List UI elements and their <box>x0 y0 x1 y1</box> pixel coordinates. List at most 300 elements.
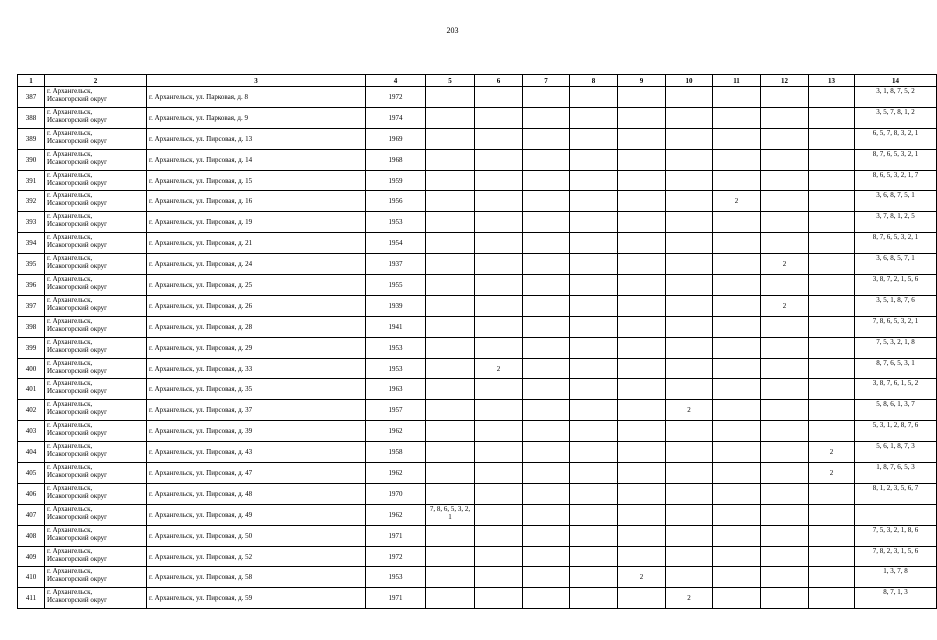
row-number-cell: 404 <box>18 442 45 463</box>
address-cell: г. Архангельск, ул. Пирсовая, д. 33 <box>147 358 366 379</box>
value-cell-c14: 3, 1, 8, 7, 5, 2 <box>855 87 937 108</box>
value-cell-c14: 8, 7, 1, 3 <box>855 588 937 609</box>
value-cell-c9 <box>618 483 666 504</box>
table-row <box>18 525 937 546</box>
year-cell: 1953 <box>366 567 426 588</box>
district-cell <box>45 295 147 316</box>
row-number-cell: 398 <box>18 316 45 337</box>
value-cell-c7 <box>523 525 570 546</box>
district-line: Исакогорский округ <box>47 283 108 292</box>
value-cell-c10 <box>666 295 713 316</box>
value-cell-c6 <box>475 400 523 421</box>
district-cell <box>45 316 147 337</box>
value-cell-c6 <box>475 107 523 128</box>
value-cell-c7 <box>523 170 570 191</box>
value-cell-c12 <box>761 191 809 212</box>
address-cell: г. Архангельск, ул. Пирсовая, д. 43 <box>147 442 366 463</box>
district-line: Исакогорский округ <box>47 220 108 229</box>
value-cell-c12 <box>761 149 809 170</box>
column-header: 4 <box>366 75 426 87</box>
value-cell-c8 <box>570 233 618 254</box>
value-cell-c8 <box>570 337 618 358</box>
value-cell-c14: 7, 5, 3, 2, 1, 8 <box>855 337 937 358</box>
value-cell-c10 <box>666 149 713 170</box>
value-cell-c6 <box>475 316 523 337</box>
district-cell <box>45 128 147 149</box>
year-cell: 1953 <box>366 358 426 379</box>
table-row <box>18 212 937 233</box>
value-cell-c11 <box>713 588 761 609</box>
value-cell-c12 <box>761 337 809 358</box>
value-cell-c12 <box>761 212 809 233</box>
value-cell-c5 <box>426 316 475 337</box>
row-number-cell: 394 <box>18 233 45 254</box>
value-cell-c14: 7, 8, 2, 3, 1, 5, 6 <box>855 546 937 567</box>
table-row <box>18 379 937 400</box>
value-cell-c12 <box>761 170 809 191</box>
address-cell: г. Архангельск, ул. Парковая, д. 8 <box>147 87 366 108</box>
table-row <box>18 128 937 149</box>
value-cell-c5 <box>426 379 475 400</box>
district-cell <box>45 463 147 484</box>
value-cell-c11 <box>713 212 761 233</box>
address-cell: г. Архангельск, ул. Пирсовая, д. 39 <box>147 421 366 442</box>
value-cell-c6 <box>475 483 523 504</box>
value-cell-c8 <box>570 379 618 400</box>
value-cell-c11 <box>713 483 761 504</box>
value-cell-c14: 8, 1, 2, 3, 5, 6, 7 <box>855 483 937 504</box>
value-cell-c9 <box>618 379 666 400</box>
column-header: 10 <box>666 75 713 87</box>
value-cell-c7 <box>523 358 570 379</box>
row-number-cell: 402 <box>18 400 45 421</box>
table-row <box>18 588 937 609</box>
value-cell-c9 <box>618 525 666 546</box>
value-cell-c11 <box>713 275 761 296</box>
table-row <box>18 442 937 463</box>
table-row <box>18 546 937 567</box>
value-cell-c12 <box>761 483 809 504</box>
value-cell-c7 <box>523 337 570 358</box>
value-cell-c5 <box>426 525 475 546</box>
value-cell-c9 <box>618 295 666 316</box>
value-cell-c5 <box>426 358 475 379</box>
table-row <box>18 254 937 275</box>
value-cell-c8 <box>570 504 618 525</box>
value-cell-c13 <box>809 421 855 442</box>
year-cell: 1953 <box>366 212 426 233</box>
value-cell-c11 <box>713 546 761 567</box>
value-cell-c7 <box>523 442 570 463</box>
year-cell: 1974 <box>366 107 426 128</box>
district-cell <box>45 379 147 400</box>
value-cell-c5 <box>426 588 475 609</box>
value-cell-c11 <box>713 525 761 546</box>
value-cell-c9 <box>618 128 666 149</box>
year-cell: 1937 <box>366 254 426 275</box>
year-cell: 1957 <box>366 400 426 421</box>
value-cell-c8 <box>570 149 618 170</box>
year-cell: 1953 <box>366 337 426 358</box>
value-cell-c13 <box>809 588 855 609</box>
value-cell-c14: 3, 8, 7, 6, 1, 5, 2 <box>855 379 937 400</box>
value-cell-c5 <box>426 463 475 484</box>
address-cell: г. Архангельск, ул. Пирсовая, д. 26 <box>147 295 366 316</box>
district-cell <box>45 442 147 463</box>
value-cell-c14: 7, 5, 3, 2, 1, 8, 6 <box>855 525 937 546</box>
value-cell-c14: 1, 8, 7, 6, 5, 3 <box>855 463 937 484</box>
table-row <box>18 107 937 128</box>
district-line: г. Архангельск, <box>47 337 93 346</box>
row-number-cell: 393 <box>18 212 45 233</box>
year-cell: 1969 <box>366 128 426 149</box>
district-line: г. Архангельск, <box>47 254 93 263</box>
row-number-cell: 406 <box>18 483 45 504</box>
district-line: Исакогорский округ <box>47 199 108 208</box>
year-cell: 1954 <box>366 233 426 254</box>
value-cell-c7 <box>523 546 570 567</box>
value-cell-c5 <box>426 442 475 463</box>
header-row <box>18 75 937 87</box>
value-cell-c14 <box>855 504 937 525</box>
value-cell-c6 <box>475 191 523 212</box>
value-cell-c14: 5, 6, 1, 8, 7, 3 <box>855 442 937 463</box>
year-cell: 1959 <box>366 170 426 191</box>
value-cell-c9 <box>618 463 666 484</box>
row-number-cell: 395 <box>18 254 45 275</box>
district-cell <box>45 233 147 254</box>
district-line: Исакогорский округ <box>47 554 108 563</box>
value-cell-c9 <box>618 400 666 421</box>
value-cell-c11 <box>713 504 761 525</box>
table-row <box>18 337 937 358</box>
value-cell-c13 <box>809 567 855 588</box>
table-row <box>18 400 937 421</box>
value-cell-c13 <box>809 107 855 128</box>
value-cell-c12 <box>761 525 809 546</box>
district-line: г. Архангельск, <box>47 442 93 451</box>
value-cell-c8 <box>570 483 618 504</box>
value-cell-c11 <box>713 421 761 442</box>
district-line: г. Архангельск, <box>47 504 93 513</box>
value-cell-c6 <box>475 170 523 191</box>
value-cell-c10 <box>666 567 713 588</box>
year-cell: 1971 <box>366 525 426 546</box>
value-cell-c6 <box>475 588 523 609</box>
value-cell-c12 <box>761 504 809 525</box>
value-cell-c10 <box>666 316 713 337</box>
row-number-cell: 396 <box>18 275 45 296</box>
district-line: г. Архангельск, <box>47 233 93 242</box>
value-cell-c14: 3, 5, 1, 8, 7, 6 <box>855 295 937 316</box>
year-cell: 1939 <box>366 295 426 316</box>
value-cell-c5 <box>426 275 475 296</box>
value-cell-c11 <box>713 358 761 379</box>
column-header: 11 <box>713 75 761 87</box>
value-cell-c12: 2 <box>761 295 809 316</box>
district-line: г. Архангельск, <box>47 295 93 304</box>
row-number-cell: 392 <box>18 191 45 212</box>
district-cell <box>45 107 147 128</box>
buildings-table <box>17 74 937 609</box>
district-line: Исакогорский округ <box>47 408 108 417</box>
value-cell-c12 <box>761 463 809 484</box>
address-cell: г. Архангельск, ул. Пирсовая, д. 25 <box>147 275 366 296</box>
district-line: Исакогорский округ <box>47 366 108 375</box>
value-cell-c7 <box>523 483 570 504</box>
district-cell <box>45 400 147 421</box>
table-row <box>18 316 937 337</box>
address-cell: г. Архангельск, ул. Пирсовая, д. 47 <box>147 463 366 484</box>
table-row <box>18 295 937 316</box>
value-cell-c11 <box>713 107 761 128</box>
district-line: г. Архангельск, <box>47 107 93 116</box>
value-cell-c9 <box>618 337 666 358</box>
district-cell <box>45 191 147 212</box>
table-row <box>18 191 937 212</box>
value-cell-c5 <box>426 546 475 567</box>
district-line: Исакогорский округ <box>47 345 108 354</box>
value-cell-c6 <box>475 504 523 525</box>
value-cell-c8 <box>570 546 618 567</box>
value-cell-c10: 2 <box>666 400 713 421</box>
value-cell-c9 <box>618 191 666 212</box>
value-cell-c8 <box>570 170 618 191</box>
year-cell: 1972 <box>366 87 426 108</box>
value-cell-c6 <box>475 442 523 463</box>
value-cell-c6 <box>475 128 523 149</box>
row-number-cell: 403 <box>18 421 45 442</box>
value-cell-c13 <box>809 525 855 546</box>
district-cell <box>45 212 147 233</box>
value-cell-c5 <box>426 170 475 191</box>
value-cell-c6 <box>475 525 523 546</box>
year-cell: 1971 <box>366 588 426 609</box>
row-number-cell: 409 <box>18 546 45 567</box>
district-line: Исакогорский округ <box>47 471 108 480</box>
district-line: Исакогорский округ <box>47 115 108 124</box>
value-cell-c14: 1, 3, 7, 8 <box>855 567 937 588</box>
district-cell <box>45 149 147 170</box>
value-cell-c9 <box>618 316 666 337</box>
value-cell-c10 <box>666 504 713 525</box>
value-cell-c11 <box>713 379 761 400</box>
address-cell: г. Архангельск, ул. Пирсовая, д. 59 <box>147 588 366 609</box>
value-cell-c13: 2 <box>809 463 855 484</box>
district-line: г. Архангельск, <box>47 275 93 284</box>
value-cell-c10 <box>666 170 713 191</box>
value-cell-c11 <box>713 128 761 149</box>
value-cell-c11 <box>713 233 761 254</box>
district-line: Исакогорский округ <box>47 491 108 500</box>
district-cell <box>45 567 147 588</box>
value-cell-c13 <box>809 87 855 108</box>
value-cell-c7 <box>523 212 570 233</box>
value-cell-c8 <box>570 442 618 463</box>
district-cell <box>45 87 147 108</box>
value-cell-c14: 5, 3, 1, 2, 8, 7, 6 <box>855 421 937 442</box>
district-cell <box>45 504 147 525</box>
year-cell: 1941 <box>366 316 426 337</box>
value-cell-c8 <box>570 588 618 609</box>
value-cell-c8 <box>570 128 618 149</box>
address-cell: г. Архангельск, ул. Пирсовая, д. 13 <box>147 128 366 149</box>
value-cell-c13 <box>809 316 855 337</box>
value-cell-c7 <box>523 421 570 442</box>
year-cell: 1972 <box>366 546 426 567</box>
table-row <box>18 463 937 484</box>
district-line: Исакогорский округ <box>47 95 108 103</box>
table-row <box>18 149 937 170</box>
address-cell: г. Архангельск, ул. Пирсовая, д. 28 <box>147 316 366 337</box>
column-header: 7 <box>523 75 570 87</box>
value-cell-c6 <box>475 379 523 400</box>
value-cell-c10 <box>666 191 713 212</box>
address-cell: г. Архангельск, ул. Пирсовая, д. 24 <box>147 254 366 275</box>
district-cell <box>45 421 147 442</box>
address-cell: г. Архангельск, ул. Пирсовая, д. 19 <box>147 212 366 233</box>
value-cell-c6 <box>475 463 523 484</box>
value-cell-c11 <box>713 87 761 108</box>
district-line: Исакогорский округ <box>47 241 108 250</box>
value-cell-c5 <box>426 191 475 212</box>
value-cell-c14: 8, 7, 6, 5, 3, 1 <box>855 358 937 379</box>
year-cell: 1955 <box>366 275 426 296</box>
column-header: 2 <box>45 75 147 87</box>
value-cell-c9 <box>618 233 666 254</box>
value-cell-c7 <box>523 316 570 337</box>
value-cell-c9 <box>618 275 666 296</box>
value-cell-c13 <box>809 483 855 504</box>
address-cell: г. Архангельск, ул. Пирсовая, д. 29 <box>147 337 366 358</box>
district-cell <box>45 275 147 296</box>
value-cell-c11 <box>713 567 761 588</box>
value-cell-c14: 7, 8, 6, 5, 3, 2, 1 <box>855 316 937 337</box>
value-cell-c12 <box>761 275 809 296</box>
district-line: Исакогорский округ <box>47 387 108 396</box>
value-cell-c13 <box>809 149 855 170</box>
year-cell: 1968 <box>366 149 426 170</box>
value-cell-c10 <box>666 421 713 442</box>
value-cell-c12 <box>761 442 809 463</box>
year-cell: 1958 <box>366 442 426 463</box>
page-number: 203 <box>446 26 459 35</box>
value-cell-c13 <box>809 233 855 254</box>
table-row <box>18 275 937 296</box>
value-cell-c10 <box>666 275 713 296</box>
value-cell-c8 <box>570 295 618 316</box>
value-cell-c10 <box>666 212 713 233</box>
value-cell-c6 <box>475 233 523 254</box>
value-cell-c7 <box>523 588 570 609</box>
value-cell-c11 <box>713 316 761 337</box>
address-cell: г. Архангельск, ул. Пирсовая, д. 35 <box>147 379 366 400</box>
address-cell: г. Архангельск, ул. Парковая, д. 9 <box>147 107 366 128</box>
value-cell-c10 <box>666 358 713 379</box>
row-number-cell: 405 <box>18 463 45 484</box>
value-cell-c5 <box>426 233 475 254</box>
value-cell-c14: 8, 7, 6, 5, 3, 2, 1 <box>855 149 937 170</box>
district-line: Исакогорский округ <box>47 512 108 521</box>
district-line: г. Архангельск, <box>47 483 93 492</box>
value-cell-c6 <box>475 87 523 108</box>
year-cell: 1962 <box>366 504 426 525</box>
value-cell-c14: 3, 7, 8, 1, 2, 5 <box>855 212 937 233</box>
column-header: 12 <box>761 75 809 87</box>
table-row <box>18 567 937 588</box>
value-cell-c5 <box>426 87 475 108</box>
value-cell-c10 <box>666 379 713 400</box>
row-number-cell: 388 <box>18 107 45 128</box>
value-cell-c8 <box>570 254 618 275</box>
value-cell-c12 <box>761 128 809 149</box>
value-cell-c10: 2 <box>666 588 713 609</box>
district-line: г. Архангельск, <box>47 567 93 576</box>
column-header: 5 <box>426 75 475 87</box>
value-cell-c13 <box>809 546 855 567</box>
row-number-cell: 407 <box>18 504 45 525</box>
district-line: Исакогорский округ <box>47 136 108 145</box>
value-cell-c5 <box>426 149 475 170</box>
value-cell-c8 <box>570 463 618 484</box>
value-cell-c13 <box>809 212 855 233</box>
value-cell-c6 <box>475 337 523 358</box>
value-cell-c14: 3, 6, 8, 5, 7, 1 <box>855 254 937 275</box>
value-cell-c6: 2 <box>475 358 523 379</box>
table-row <box>18 170 937 191</box>
value-cell-c9 <box>618 546 666 567</box>
district-line: Исакогорский округ <box>47 157 108 166</box>
address-cell: г. Архангельск, ул. Пирсовая, д. 52 <box>147 546 366 567</box>
district-cell <box>45 588 147 609</box>
value-cell-c8 <box>570 400 618 421</box>
column-header: 9 <box>618 75 666 87</box>
value-cell-c14: 3, 5, 7, 8, 1, 2 <box>855 107 937 128</box>
value-cell-c9 <box>618 504 666 525</box>
value-cell-c7 <box>523 463 570 484</box>
value-cell-c7 <box>523 400 570 421</box>
value-cell-c14: 3, 8, 7, 2, 1, 5, 6 <box>855 275 937 296</box>
value-cell-c7 <box>523 191 570 212</box>
value-cell-c13 <box>809 295 855 316</box>
value-cell-c9 <box>618 442 666 463</box>
address-cell: г. Архангельск, ул. Пирсовая, д. 21 <box>147 233 366 254</box>
district-line: Исакогорский округ <box>47 450 108 459</box>
value-cell-c8 <box>570 358 618 379</box>
address-cell: г. Архангельск, ул. Пирсовая, д. 37 <box>147 400 366 421</box>
district-line: Исакогорский округ <box>47 303 108 312</box>
value-cell-c14: 8, 6, 5, 3, 2, 1, 7 <box>855 170 937 191</box>
value-cell-c9 <box>618 588 666 609</box>
value-cell-c12 <box>761 400 809 421</box>
column-header: 3 <box>147 75 366 87</box>
value-cell-c10 <box>666 107 713 128</box>
value-cell-c5 <box>426 400 475 421</box>
value-cell-c13 <box>809 275 855 296</box>
table-row <box>18 87 937 108</box>
row-number-cell: 410 <box>18 567 45 588</box>
district-line: Исакогорский округ <box>47 429 108 438</box>
value-cell-c10 <box>666 87 713 108</box>
district-line: Исакогорский округ <box>47 533 108 542</box>
district-cell <box>45 546 147 567</box>
value-cell-c6 <box>475 254 523 275</box>
value-cell-c8 <box>570 567 618 588</box>
row-number-cell: 401 <box>18 379 45 400</box>
value-cell-c9 <box>618 107 666 128</box>
row-number-cell: 399 <box>18 337 45 358</box>
value-cell-c13 <box>809 400 855 421</box>
